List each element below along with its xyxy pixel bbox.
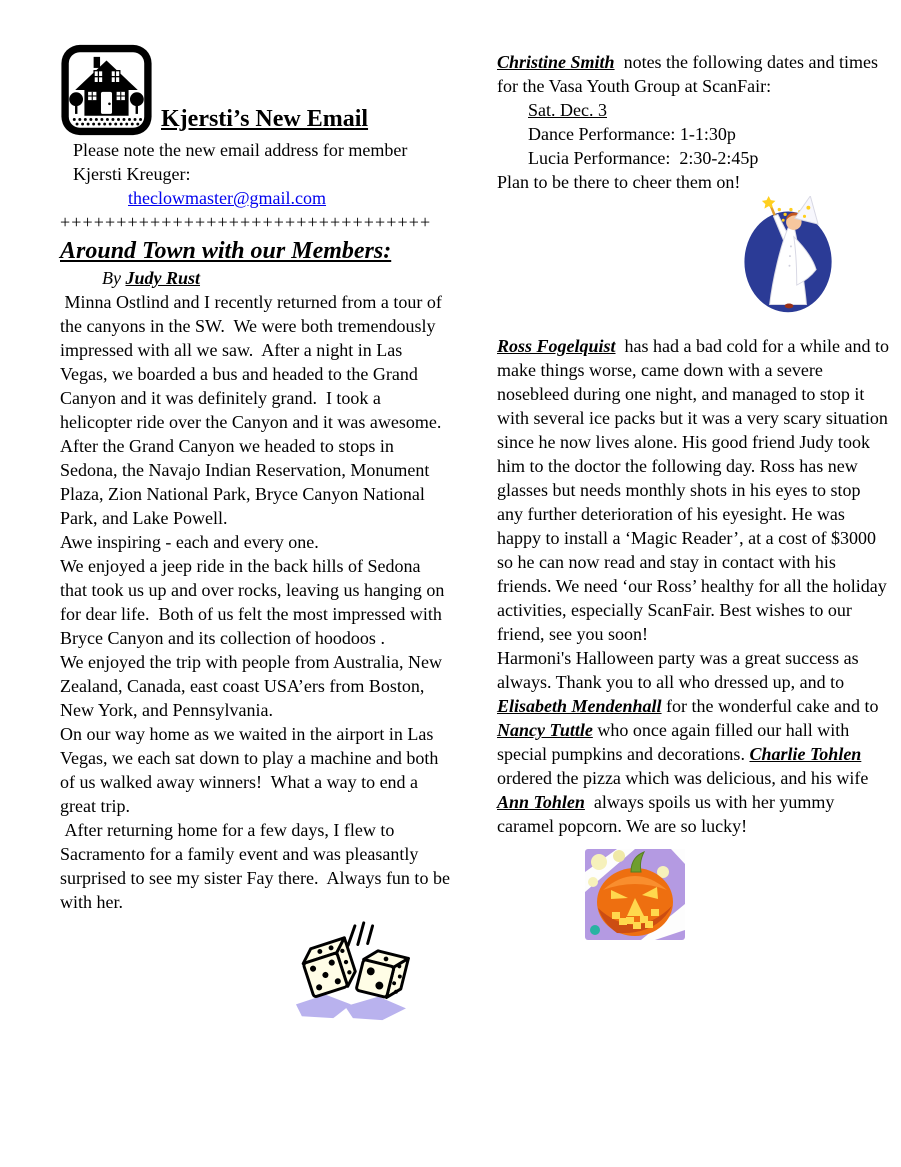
vasa-outro: Plan to be there to cheer them on! xyxy=(497,172,741,192)
story-paragraph: Minna Ostlind and I recently returned from a tour of the canyons in the SW. We were both tremendously impressed with all we saw. After a night in Las Vegas, we boarded a bus and headed to the Grand Canyon and it was definitely grand. I took a helicopter ride over the Canyon and it was awesome. After the Grand Canyon we headed to stops in Sedona, the Navajo Indian Reservation, Monument Plaza, Zion National Park, Bryce Canyon National Park, and Lake Powell. xyxy=(60,292,450,528)
halloween-update: Harmoni's Halloween party was a great success as always. Thank you to all who dressed up, and to Elisabeth Mendenhall for the wonderful cake and to Nancy Tuttle who once again filled our hall with special pumpkins and decorations. Charlie Tohlen ordered the pizza which was delicious, and his wife Ann Tohlen always spoils us with her yummy caramel popcorn. We are so lucky! xyxy=(497,648,883,836)
story-paragraph: On our way home as we waited in the airport in Las Vegas, we each sat down to play a machine and both of us walked away winners! What a way to end a great trip. xyxy=(60,724,443,816)
vasa-intro: Christine Smith notes the following dates and times for the Vasa Youth Group at ScanFair: xyxy=(497,52,883,96)
schedule-dance: Dance Performance: 1-1:30p xyxy=(528,124,736,144)
schedule-lucia: Lucia Performance: 2:30-2:45p xyxy=(528,148,759,168)
around-town-byline: By Judy Rust xyxy=(102,268,201,288)
ross-update: Ross Fogelquist has had a bad cold for a while and to make things worse, came down with a severe nosebleed during one night, and managed to stop it with several ice packs but it was a very scary situation since he now lives alone. His good friend Judy took him to the doctor the following day. Ross has new glasses but needs monthly shots in his eyes to stop any further deterioration of his eyesight. He was happy to install a ‘Magic Reader’, at a cost of $3000 so he can now read and stay in contact with his friends. We need ‘our Ross’ healthy for all the holiday activities, especially ScanFair. Best wishes to our friend, see you soon! xyxy=(497,336,894,644)
email-link-line xyxy=(60,186,450,210)
left-column xyxy=(60,44,455,1028)
house-icon xyxy=(60,44,153,136)
vasa-schedule xyxy=(497,98,889,170)
story-paragraph: Awe inspiring - each and every one. xyxy=(60,532,319,552)
star-boy-clipart xyxy=(739,196,839,320)
dice-clipart xyxy=(282,918,416,1028)
email-notice-title: Kjersti’s New Email xyxy=(161,106,369,132)
plus-divider: +++++++++++++++++++++++++++++++++ xyxy=(60,212,432,232)
around-town-title: Around Town with our Members: xyxy=(60,238,392,264)
email-notice-header xyxy=(60,44,450,136)
schedule-date: Sat. Dec. 3 xyxy=(528,100,607,120)
email-link[interactable]: theclowmaster@gmail.com xyxy=(128,188,327,208)
email-notice-body: Please note the new email address for member Kjersti Kreuger: xyxy=(73,140,412,184)
story-paragraph: After returning home for a few days, I flew to Sacramento for a family event and was pleasantly surprised to see my sister Fay there. Always fun to be with her. xyxy=(60,820,455,912)
story-paragraph: We enjoyed a jeep ride in the back hills of Sedona that took us up and over rocks, leaving us hanging on for dear life. Both of us felt the most impressed with Bryce Canyon and its collection of hoodoos . xyxy=(60,556,449,648)
pumpkin-clipart xyxy=(583,846,689,944)
story-paragraph: We enjoyed the trip with people from Australia, New Zealand, Canada, east coast USA’ers from Boston, New York, and Pennsylvania. xyxy=(60,652,447,720)
right-column xyxy=(497,50,894,944)
